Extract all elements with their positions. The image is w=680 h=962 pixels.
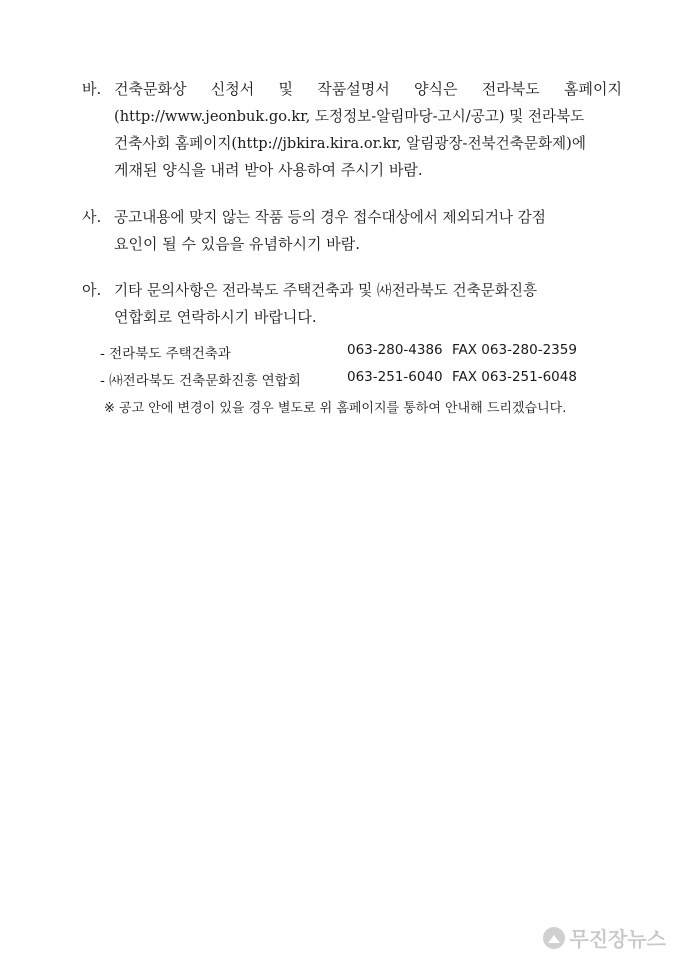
- item-line: 요인이 될 수 있음을 유념하시기 바람.: [114, 235, 360, 253]
- word: 양식은: [414, 80, 458, 98]
- watermark-text: 무진장뉴스: [569, 927, 666, 951]
- item-marker: 바.: [82, 80, 102, 98]
- item-line: (http://www.jeonbuk.go.kr, 도정정보-알림마당-고시/공고) 및 전라북도: [114, 108, 585, 125]
- item-line: 게재된 양식을 내려 받아 사용하여 주시기 바람.: [114, 161, 423, 179]
- watermark: [543, 923, 666, 952]
- contact-phone: 063-280-4386: [347, 342, 443, 358]
- item-line: 건축사회 홈페이지(http://jbkira.kira.or.kr, 알림광장-전북건축문화제)에: [114, 135, 586, 152]
- item-marker: 사.: [82, 208, 102, 226]
- news-logo-icon: [543, 927, 565, 949]
- item-line: [114, 76, 622, 103]
- notice-note: ※ 공고 안에 변경이 있을 경우 별도로 위 홈페이지를 통하여 안내해 드리겠습니다.: [104, 401, 567, 416]
- word: 작품설명서: [317, 80, 390, 98]
- item-line: 기타 문의사항은 전라북도 주택건축과 및 ㈔전라북도 건축문화진흥: [114, 282, 538, 299]
- item-line: 공고내용에 맞지 않는 작품 등의 경우 접수대상에서 제외되거나 감점: [114, 209, 546, 226]
- word: 건축문화상: [114, 80, 187, 98]
- word: 신청서: [210, 80, 255, 98]
- word: 및: [278, 80, 293, 98]
- contact-fax: FAX 063-251-6048: [452, 369, 577, 385]
- contact-fax: FAX 063-280-2359: [452, 342, 577, 358]
- contact-name: - 전라북도 주택건축과: [100, 346, 231, 362]
- item-marker: 아.: [82, 281, 102, 299]
- item-line: 연합회로 연락하시기 바랍니다.: [114, 308, 317, 326]
- contact-name: - ㈔전라북도 건축문화진흥 연합회: [100, 373, 301, 389]
- contact-phone: 063-251-6040: [347, 369, 443, 385]
- word: 홈페이지: [564, 80, 622, 98]
- word: 전라북도: [481, 80, 540, 98]
